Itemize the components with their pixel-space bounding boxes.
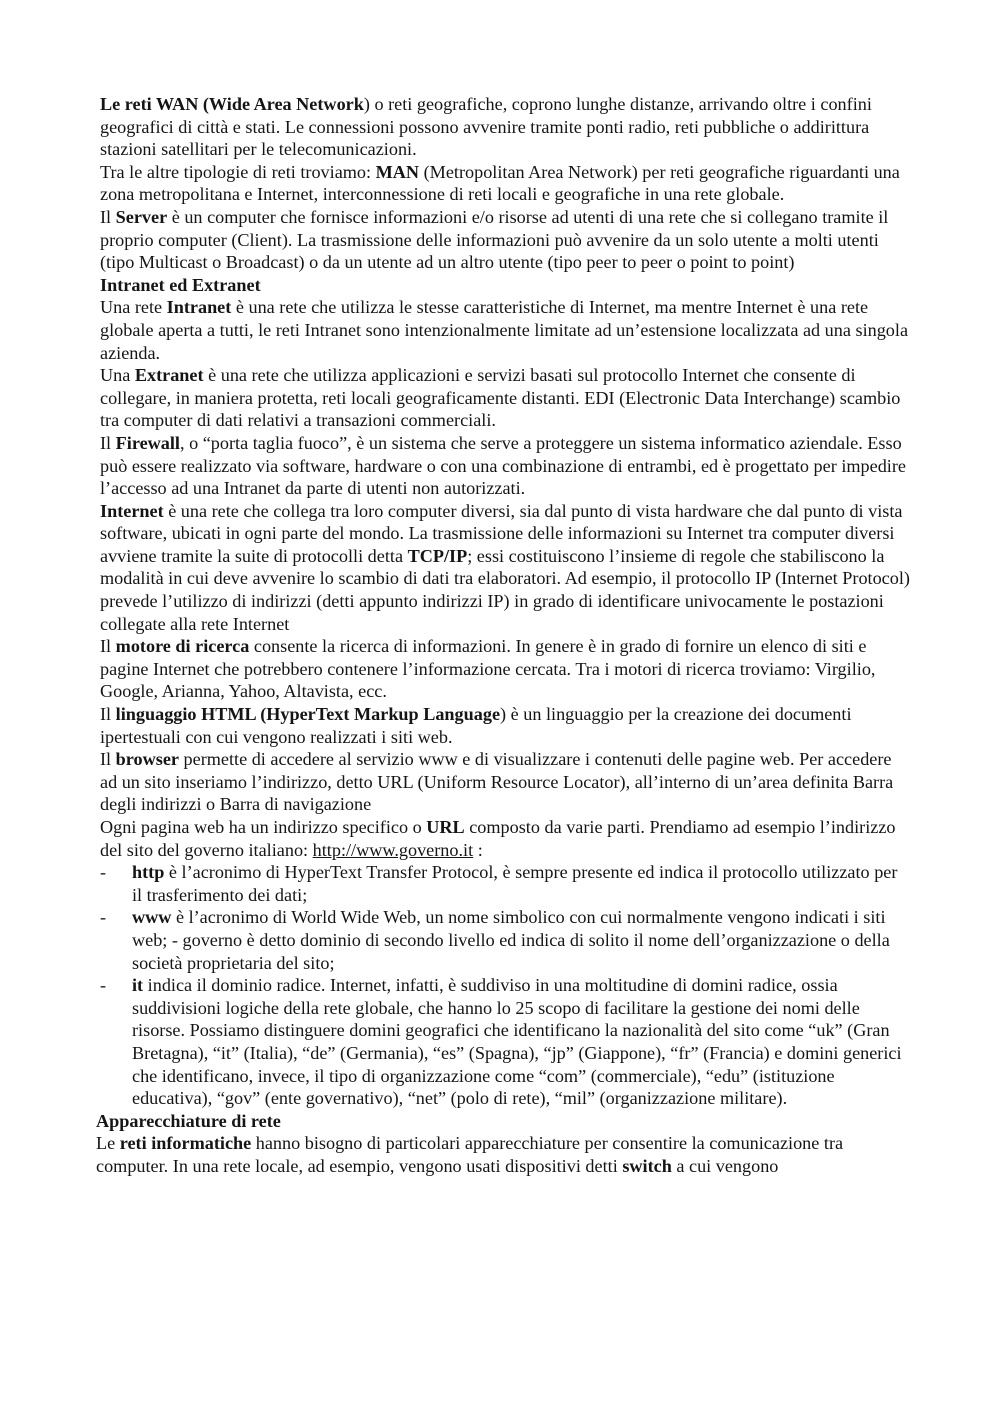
paragraph-man: Tra le altre tipologie di reti troviamo: MAN (Metropolitan Area Network) per reti geografiche riguardanti una zona metropolitana e Internet, interconnessione di reti locali e geografiche in una rete globale. [100,161,900,205]
term-tcpip: TCP/IP [407,545,468,566]
paragraph-wan: Le reti WAN (Wide Area Network) o reti geografiche, coprono lunghe distanze, arrivando oltre i confini geografici di città e stati. Le connessioni possono avvenire tramite ponti radio, reti pubbliche o addirittura stazioni satellitari per le telecomunicazioni. [100,94,872,160]
term-extranet: Extranet [134,365,204,386]
term-http: http [132,862,165,883]
list-item: - it indica il dominio radice. Internet, infatti, è suddiviso in una moltitudine di domini radice, ossia suddivisioni logiche della rete globale, che hanno lo 25 scopo di facilitare la gestione dei nomi delle risorse. Possiamo distinguere domini geografici che identificano la nazionalità del sito come “uk” (Gran Bretagna), “it” (Italia), “de” (Germania), “es” (Spagna), “jp” (Giappone), “fr” (Francia) e domini generici che identificano, invece, il tipo di organizzazione come “com” (commerciale), “edu” (istituzione educativa), “gov” (ente governativo), “net” (polo di rete), “mil” (organizzazione militare). [100,975,902,1109]
url-parts-list [100,861,910,1110]
paragraph-browser: Il browser permette di accedere al servizio www e di visualizzare i contenuti delle pagine web. Per accedere ad un sito inseriamo l’indirizzo, detto URL (Uniform Resource Locator), all’interno di un’area definita Barra degli indirizzi o Barra di navigazione [100,749,894,815]
paragraph-intranet: Una rete Intranet è una rete che utilizza le stesse caratteristiche di Internet, ma mentre Internet è una rete globale aperta a tutti, le reti Intranet sono intenzionalmente limitate ad un’estensione localizzata ad una singola azienda. [100,297,909,363]
term-server: Server [115,206,168,227]
term-man: MAN [375,161,420,182]
paragraph-server: Il Server è un computer che fornisce informazioni e/o risorse ad utenti di una rete che si collegano tramite il proprio computer (Client). La trasmissione delle informazioni può avvenire da un solo utente a molti utenti (tipo Multicast o Broadcast) o da un utente ad un altro utente (tipo peer to peer o point to point) [100,206,889,273]
paragraph-reti-informatiche: Le reti informatiche hanno bisogno di particolari apparecchiature per consentire la comunicazione tra computer. In una rete locale, ad esempio, vengono usati dispositivi detti switch a cui vengono [96,1133,844,1176]
governo-link[interactable]: http://www.governo.it [312,839,474,860]
paragraph-internet: Internet è una rete che collega tra loro computer diversi, sia dal punto di vista hardware che dal punto di vista software, ubicati in ogni parte del mondo. La trasmissione delle informazioni su Internet tra computer diversi avviene tramite la suite di protocolli detta TCP/IP; essi costituiscono l’insieme di regole che stabiliscono la modalità in cui deve avvenire lo scambio di dati tra elaboratori. Ad esempio, il protocollo IP (Internet Protocol) prevede l’utilizzo di indirizzi (detti appunto indirizzi IP) in grado di identificare univocamente le postazioni collegate alla rete Internet [100,500,910,634]
term-motore-ricerca: motore di ricerca [115,636,250,657]
document-page [96,93,910,1178]
term-reti-informatiche: reti informatiche [119,1133,252,1154]
heading-intranet-extranet: Intranet ed Extranet [100,274,261,295]
term-firewall: Firewall [115,432,180,453]
paragraph-firewall: Il Firewall, o “porta taglia fuoco”, è un sistema che serve a proteggere un sistema informatico aziendale. Esso può essere realizzato via software, hardware o con una combinazione di entrambi, ed è progettato per impedire l’accesso ad una Intranet da parte di utenti non autorizzati. [100,432,906,499]
term-url: URL [426,817,465,837]
paragraph-motore-ricerca: Il motore di ricerca consente la ricerca di informazioni. In genere è in grado di fornire un elenco di siti e pagine Internet che potrebbero contenere l’informazione cercata. Tra i motori di ricerca troviamo: Virgilio, Google, Arianna, Yahoo, Altavista, ecc. [100,636,876,702]
term-browser: browser [115,749,179,770]
list-dash: - [100,975,107,996]
term-html: linguaggio HTML (HyperText Markup Language [115,704,501,725]
heading-apparecchiature: Apparecchiature di rete [96,1110,281,1131]
term-www: www [132,907,172,928]
list-dash: - [100,907,107,928]
term-intranet: Intranet [166,297,232,318]
list-dash: - [100,862,107,883]
term-switch: switch [622,1155,672,1176]
list-item: - http è l’acronimo di HyperText Transfer Protocol, è sempre presente ed indica il protocollo utilizzato per il trasferimento dei dati; [100,862,898,905]
paragraph-extranet: Una Extranet è una rete che utilizza applicazioni e servizi basati sul protocollo Internet che consente di collegare, in maniera protetta, reti locali geograficamente distanti. EDI (Electronic Data Interchange) scambio tra computer di dati relativi a transazioni commerciali. [100,365,901,431]
term-internet: Internet [100,500,164,521]
paragraph-html: Il linguaggio HTML (HyperText Markup Language) è un linguaggio per la creazione dei documenti ipertestuali con cui vengono realizzati i siti web. [100,704,852,747]
term-it: it [132,975,144,996]
term-wan: Le reti WAN (Wide Area Network [100,94,364,114]
paragraph-url: Ogni pagina web ha un indirizzo specifico o URL composto da varie parti. Prendiamo ad esempio l’indirizzo del sito del governo italiano: http://www.governo.it : [100,817,896,860]
list-item: - www è l’acronimo di World Wide Web, un nome simbolico con cui normalmente vengono indicati i siti web; - governo è detto dominio di secondo livello ed indica di solito il nome dell’organizzazione o della società proprietaria del sito; [100,907,890,973]
